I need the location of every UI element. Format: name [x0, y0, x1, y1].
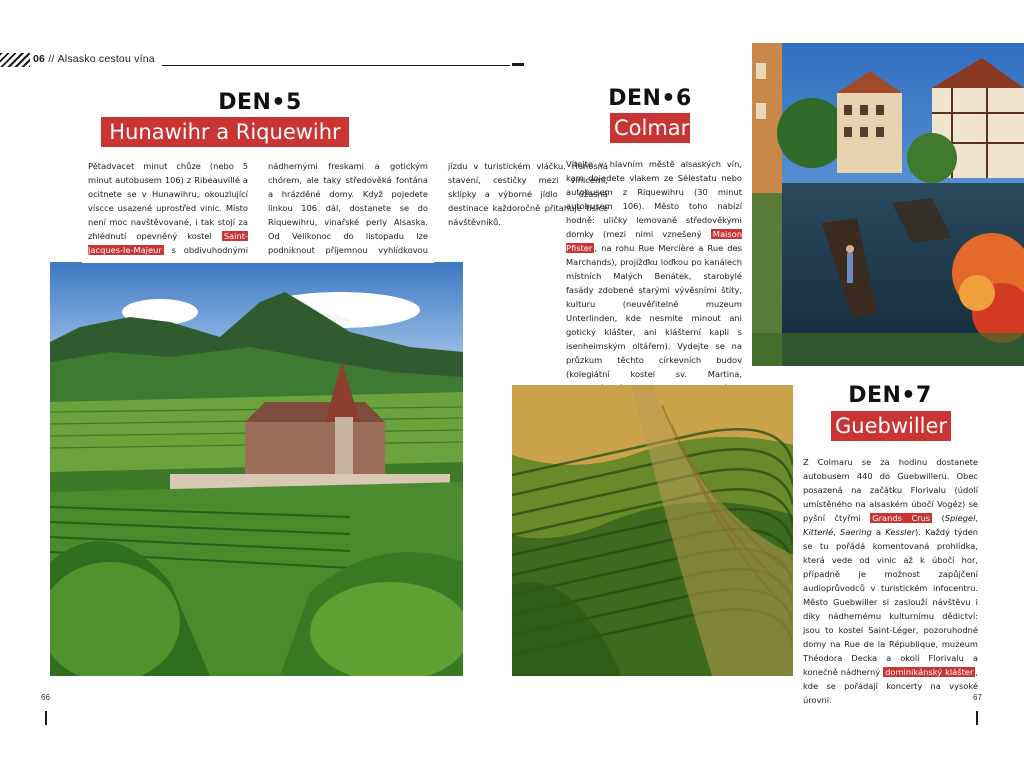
colmar-canal-photo: [752, 43, 1024, 366]
day6-text-part1: Vítejte v hlavním městě alsaských vín, kam dojedete vlakem ze Sélestatu nebo autobusem z Riquewihru (30 minut autobusem 106). Město toho nabízí hodně: uličky lemované středověkými domky (mezi nimi vznešený: [566, 159, 742, 239]
left-page-marker: [45, 711, 47, 725]
day7-cru-kessler: Kessler: [885, 527, 915, 537]
day7-place-title: Guebwiller: [831, 411, 951, 441]
day6-text-part2: , na rohu Rue Mercière a Rue des Marchands), projížďku loďkou po kanálech místních Malých Benátek, starobylé fasády zdobené starými vývěsními štíty, kulturu (neuvěřitelné muzeum Unterlinden, kde nesmíte minout ani gotický klášter, ani klášterní kapli s isenheimským oltářem). Vydejte se na průzkum těchto církevních budov (kolegiátní kostel sv. Martina,: [566, 243, 742, 379]
day7-text-paren-open: (: [941, 513, 945, 523]
day6-place-title: Colmar: [610, 113, 690, 143]
day7-cru-spiegel: Spiegel: [944, 513, 976, 523]
day6-highlight-maison: Maison Pfister: [566, 229, 742, 253]
right-page-number: 67: [973, 693, 982, 702]
running-header: [33, 53, 155, 65]
day5-label: DEN•5: [218, 90, 302, 115]
day7-and: a: [871, 527, 886, 537]
day7-text-part3: , kde se pořádají koncerty na vysoké úrovni.: [803, 667, 979, 705]
header-page-number: 06: [33, 53, 46, 65]
left-page-number: 66: [41, 693, 50, 702]
day7-label: DEN•7: [848, 383, 932, 408]
day5-place-title: Hunawihr a Riquewihr: [101, 117, 349, 147]
hunawihr-vineyard-photo: [50, 262, 463, 676]
day7-highlight-grands-crus: Grands Crus: [872, 513, 931, 523]
header-rule: [162, 65, 510, 66]
header-hatch-decoration: [0, 53, 30, 67]
day7-text-part2: ). Každý týden se tu pořádá komentovaná prohlídka, která vede od vinic až k úbočí hor, případně je možnost zapůjčení audioprůvodců v turistickém infocentru. Město Guebwiller si zaslouží návštěvu i díky nádhernému kulturnímu dědictví: jsou to kostel Saint-Léger, pozoruhodné domy na Rue de la République, muzeum Théodora Decka a okolí Florivalu a konečně nádherný: [803, 527, 978, 677]
guebwiller-terrace-photo: [512, 385, 793, 676]
day6-label: DEN•6: [608, 86, 692, 111]
day5-text-part1: Pětadvacet minut chůze (nebo 5 minut autobusem 106) z Ribeauvillé a ocitnete se v Hunawihru, okouzlující víscce usazené uprostřed vinic. Místo není moc navštěvované, i tak stojí za zhlédnutí opevněný kostel: [88, 161, 248, 241]
header-chapter-title: Alsasko cestou vína: [57, 53, 155, 65]
header-rule-tick: [512, 63, 524, 66]
day7-cru-saering: Saering: [840, 527, 872, 537]
day6-body-text: [566, 157, 742, 377]
right-page-marker: [976, 711, 978, 725]
day5-highlight-church: Saint-Jacques-le-Majeur: [88, 231, 248, 255]
day7-highlight-monastery: dominikánský klášter: [885, 667, 974, 677]
day7-text-part1: Z Colmaru se za hodinu dostanete autobusem 440 do Guebwilleru. Obec posazená na začátku Florivalu (údolí umístěného na alsaském úbočí Vogéz) se pyšní čtyřmi: [803, 457, 978, 523]
day5-body-text: [82, 155, 608, 263]
day5-text-part2: s obdivuhodnými nádhernými freskami a gotickým chórem, ale taky středověká fontána a hrázděné domy. Když pojedete linkou 106 dál, dostanete se do Riquewihru, vinařské perly Alsaska. Od Velikonoc do listopadu lze podniknout příjemnou vyhlídkovou jízdu v turistickém vláčku. Honosná stavení, cestičky mezi vinicemi, sklípky a výborné jídlo – úžasná destinace každoročně přitahuje tisíce návštěvníků.: [171, 161, 608, 255]
day7-comma-1: ,: [975, 513, 979, 523]
header-separator: //: [48, 53, 55, 65]
day7-cru-kitterle: Kitterlé: [803, 527, 834, 537]
day7-comma-2: ,: [833, 527, 841, 537]
